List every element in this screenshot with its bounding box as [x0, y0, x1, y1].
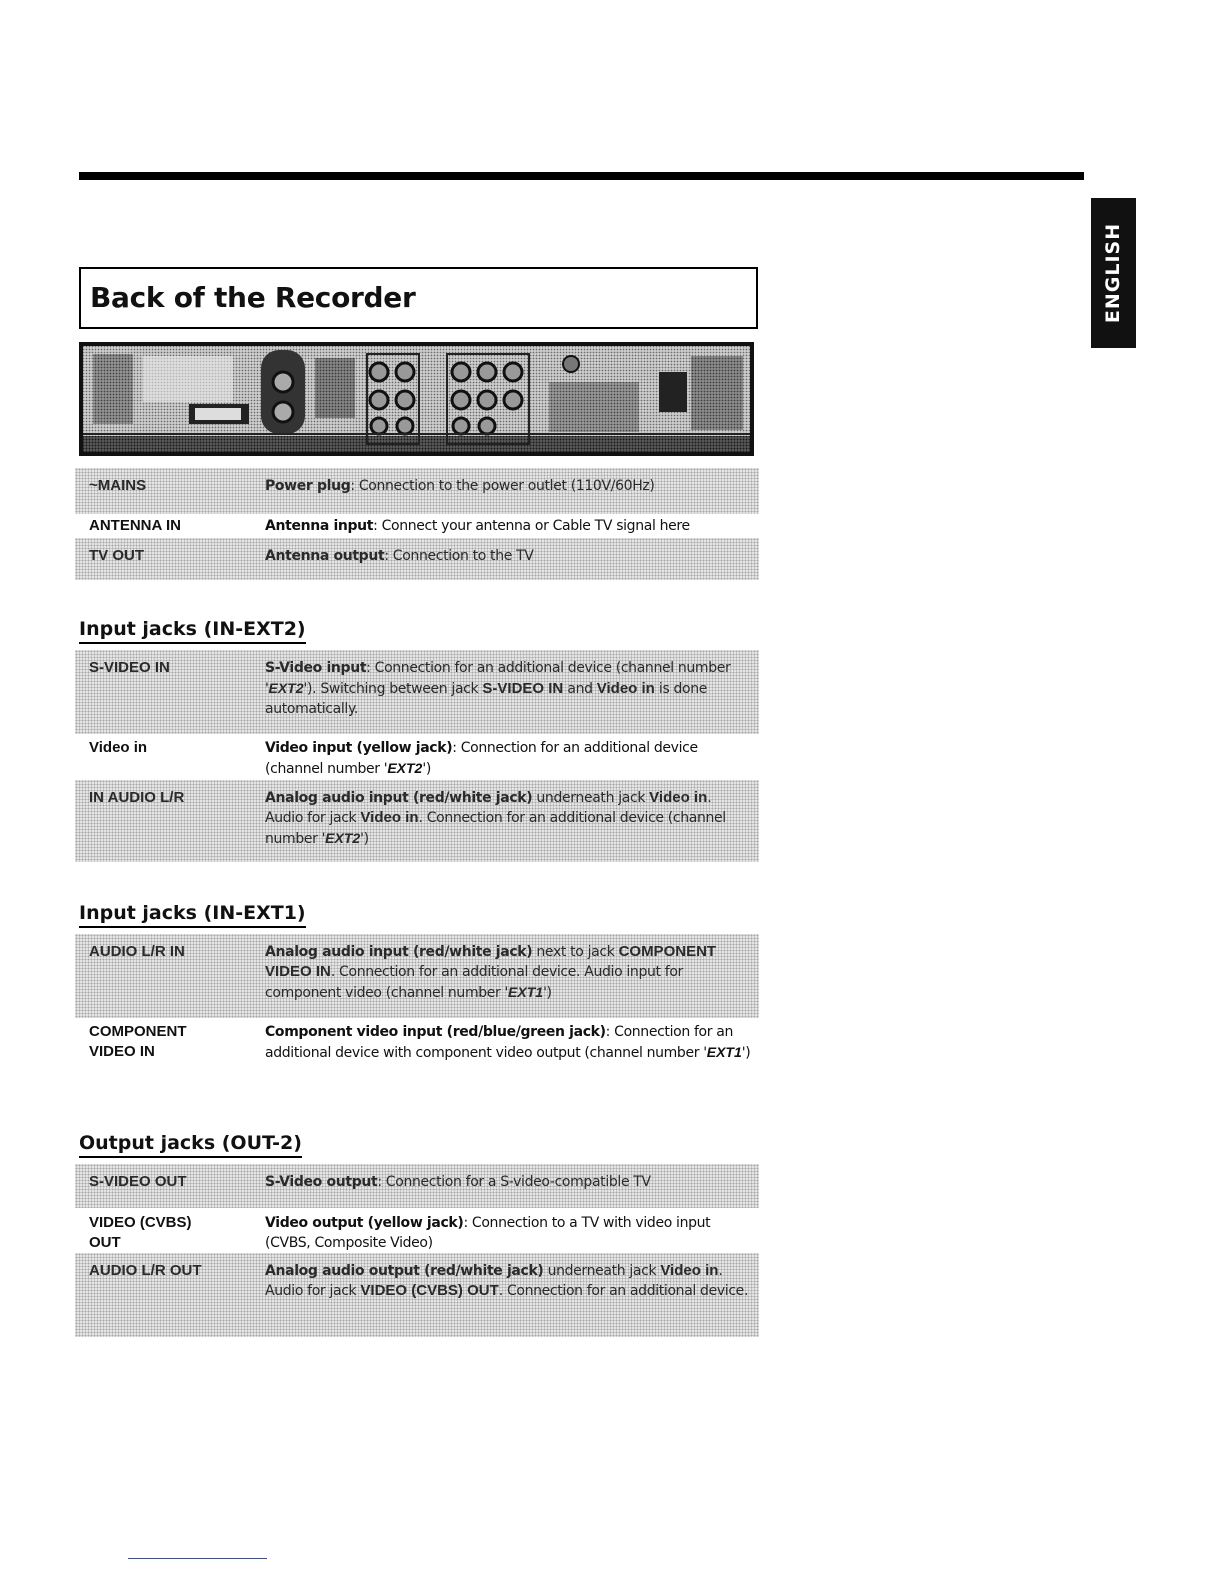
language-tab: [1091, 198, 1136, 348]
jack-name: Video in: [360, 809, 419, 826]
row-svideo-out: [75, 1164, 759, 1208]
row-description: [265, 1172, 753, 1192]
row-audio-lr-in: [75, 934, 759, 1018]
title-box: [79, 267, 758, 329]
row-term: Video output (yellow jack): [265, 1215, 464, 1231]
channel-number: EXT1: [508, 984, 544, 1000]
row-tv-out: [75, 538, 759, 580]
row-antenna-in: [75, 508, 759, 538]
channel-number: EXT2: [387, 760, 423, 776]
row-description: [265, 476, 753, 496]
row-text: '): [422, 761, 431, 777]
row-description: [265, 1213, 753, 1253]
jack-name: Video in: [649, 789, 708, 806]
row-description: [265, 516, 753, 536]
row-text: . Audio for jack: [265, 1263, 723, 1299]
footer-rule: [128, 1558, 267, 1559]
row-text: : Connection to the TV: [384, 548, 534, 564]
language-tab-label: ENGLISH: [1102, 222, 1125, 324]
channel-number: EXT2: [325, 830, 361, 846]
row-text: : Connect your antenna or Cable TV signal here: [373, 518, 690, 534]
row-text: . Audio for jack: [265, 790, 712, 826]
row-label: TV OUT: [89, 547, 144, 564]
jack-name: S-VIDEO IN: [482, 680, 564, 697]
row-term: Component video input (red/blue/green jack): [265, 1024, 606, 1040]
row-term: Analog audio input (red/white jack): [265, 790, 533, 806]
recorder-back-panel-photo: [79, 342, 754, 456]
page-title: Back of the Recorder: [90, 281, 416, 314]
row-component-video-in: [75, 1014, 759, 1086]
row-video-cvbs-out: [75, 1205, 759, 1253]
row-description: [265, 942, 753, 1003]
row-text: next to jack: [532, 944, 619, 960]
row-term: Power plug: [265, 478, 351, 494]
channel-number: EXT2: [268, 680, 304, 696]
row-label: IN AUDIO L/R: [89, 789, 185, 806]
row-term: Video input (yellow jack): [265, 740, 453, 756]
row-text: '). Switching between jack: [303, 681, 483, 697]
row-text: '): [741, 1045, 751, 1061]
row-label: COMPONENT VIDEO IN: [89, 1023, 187, 1060]
row-text: is done automatically.: [265, 681, 708, 717]
row-label: AUDIO L/R IN: [89, 943, 185, 960]
row-text: : Connection for a S-video-compatible TV: [377, 1174, 651, 1190]
channel-number: EXT1: [706, 1044, 742, 1060]
section-heading-in-ext1: Input jacks (IN-EXT1): [79, 902, 306, 928]
row-text: . Connection for an additional device. Audio input for component video (channel number ': [265, 964, 683, 1001]
row-in-audio-lr: [75, 780, 759, 862]
row-description: [265, 546, 753, 566]
row-label: ANTENNA IN: [89, 517, 181, 534]
jack-name: VIDEO (CVBS) OUT: [360, 1282, 499, 1299]
row-text: : Connection for an additional device (channel number ': [265, 740, 698, 777]
row-term: Analog audio input (red/white jack): [265, 944, 533, 960]
row-description: [265, 658, 753, 719]
row-label: AUDIO L/R OUT: [89, 1262, 202, 1279]
row-text: '): [360, 831, 369, 847]
row-label: ~MAINS: [89, 477, 147, 494]
row-description: [265, 738, 753, 779]
row-text: underneath jack: [543, 1263, 661, 1279]
row-term: S-Video input: [265, 660, 367, 676]
row-description: [265, 1261, 753, 1301]
row-term: Antenna output: [265, 548, 385, 564]
row-video-in: [75, 730, 759, 780]
row-svideo-in: [75, 650, 759, 734]
row-text: . Connection for an additional device (channel number ': [265, 810, 726, 847]
row-label: S-VIDEO OUT: [89, 1173, 187, 1190]
top-rule: [79, 172, 1084, 180]
row-description: [265, 1022, 753, 1063]
section-heading-out-2: Output jacks (OUT-2): [79, 1132, 302, 1158]
row-term: S-Video output: [265, 1174, 378, 1190]
row-text: . Connection for an additional device.: [498, 1283, 749, 1299]
row-text: '): [543, 985, 552, 1001]
row-text: : Connection for an additional device with component video output (channel number ': [265, 1024, 734, 1061]
jack-name: COMPONENT VIDEO IN: [265, 943, 717, 980]
row-text: underneath jack: [532, 790, 650, 806]
row-label: VIDEO (CVBS) OUT: [89, 1214, 192, 1251]
row-label: S-VIDEO IN: [89, 659, 170, 676]
row-text: : Connection to the power outlet (110V/60Hz): [350, 478, 655, 494]
row-text: : Connection to a TV with video input (CVBS, Composite Video): [265, 1215, 711, 1251]
row-audio-lr-out: [75, 1253, 759, 1337]
row-text: : Connection for an additional device (channel number ': [265, 660, 731, 697]
row-description: [265, 788, 753, 849]
row-term: Analog audio output (red/white jack): [265, 1263, 544, 1279]
row-label: Video in: [89, 739, 148, 756]
jack-name: Video in: [660, 1262, 719, 1279]
section-heading-in-ext2: Input jacks (IN-EXT2): [79, 618, 306, 644]
row-text: and: [563, 681, 597, 697]
row-term: Antenna input: [265, 518, 374, 534]
jack-name: Video in: [596, 680, 655, 697]
